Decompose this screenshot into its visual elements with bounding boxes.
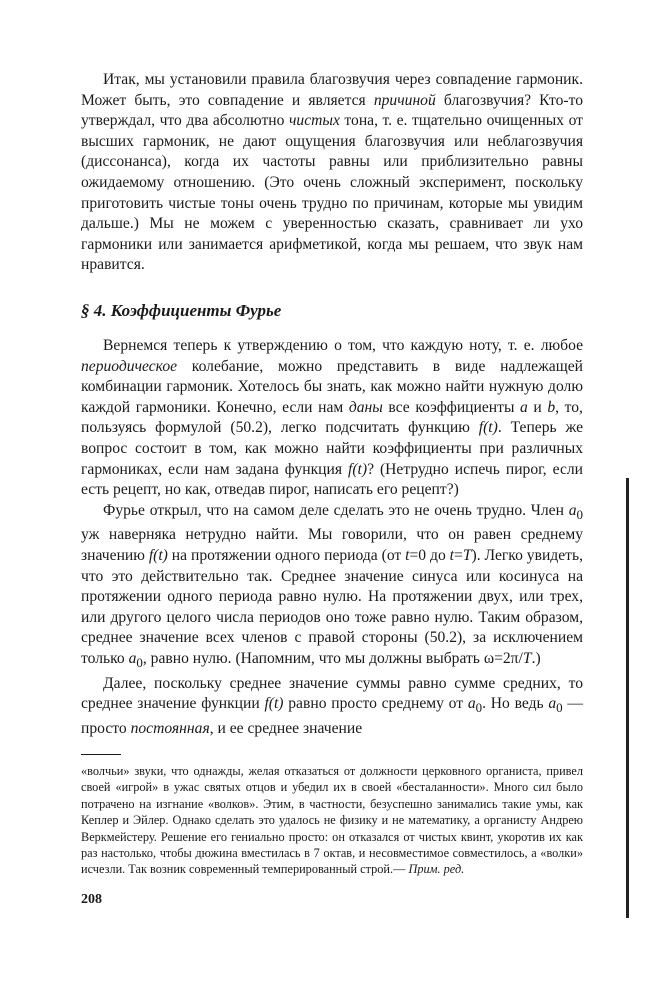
paragraph-harmonics-consonance: Итак, мы установили правила благозвучия через совпадение гармоник. Может быть, это совпадение и является причиной благозвучия? Кто-то утверждал, что два абсолютно чистых тона, т. е. тщательно очищенных от высших гармоник, не дают ощущения благозвучия или неблагозвучия (диссонанса), когда их частоты равны или приблизительно равны ожидаемому отношению. (Это очень сложный эксперимент, поскольку приготовить чистые тоны очень трудно по причинам, которые мы увидим дальше.) Мы не можем с уверенностью сказать, сравнивает ли ухо гармоники или занимается арифметикой, когда мы решаем, что звук нам нравится. (81, 71, 583, 274)
paragraph-fourier-a0: Фурье открыл, что на самом деле сделать это не очень трудно. Член $a_0$ уж наверняка нетрудно найти. Мы говорили, что он равен среднему значению f(t) на протяжении одного периода (от t=0 до t=T). Легко увидеть, что это действительно так. Среднее значение синуса или косинуса на протяжении одного периода равно нулю. На протяжении двух, или трех, или другого целого числа периодов оно тоже равно нулю. Таким образом, среднее значение всех членов с правой стороны (50.2), за исключением только $a_0$, равно нулю. (Напомним, что мы должны выбрать ω=2π/T.) (81, 501, 583, 671)
footnote-divider (81, 754, 121, 756)
footnote: «волчьи» звуки, что однажды, желая отказаться от должности церковного органиста, привел своей «игрой» в ужас святых отцов и убедил их в своей «бесталанности». Много сил было потрачено на изгнание «волков». Этим, в частности, безуспешно занимались такие умы, как Кеплер и Эйлер. Однако сделать это удалось не физику и не математику, а органисту Андрею Веркмейстеру. Решение его гениально просто: он отказался от чистых квинт, укоротив их как раз настолько, чтобы дюжина вместилась в 7 октав, и несовместимое совместилось, а «волки» исчезли. Так возник современный темперированный строй.— Прим. ред. (81, 764, 583, 877)
page-number: 208 (81, 891, 102, 907)
editor-note: Прим. ред. (408, 862, 465, 877)
paragraph-fourier-question: Вернемся теперь к утверждению о том, что каждую ноту, т. е. любое периодическое колебание, можно представить в виде надлежащей комбинации гармоник. Хотелось бы знать, как можно найти нужную долю каждой гармоники. Конечно, если нам даны все коэффициенты a и b, то, пользуясь формулой (50.2), легко подсчитать функцию f(t). Теперь же вопрос состоит в том, как можно найти коэффициенты при различных гармониках, если нам задана функция f(t)? (Нетрудно испечь пирог, если есть рецепт, но как, отведав пирог, написать его рецепт?) (81, 336, 583, 499)
paragraph-average-value: Далее, поскольку среднее значение суммы равно сумме средних, то среднее значение функции f(t) равно просто среднему от $a_0$. Но ведь $a_0$ — просто постоянная, и ее среднее значение (81, 674, 584, 737)
page-edge-mark (626, 478, 629, 918)
section-heading: § 4. Коэффициенты Фурье (81, 300, 282, 320)
page-body (81, 70, 583, 908)
